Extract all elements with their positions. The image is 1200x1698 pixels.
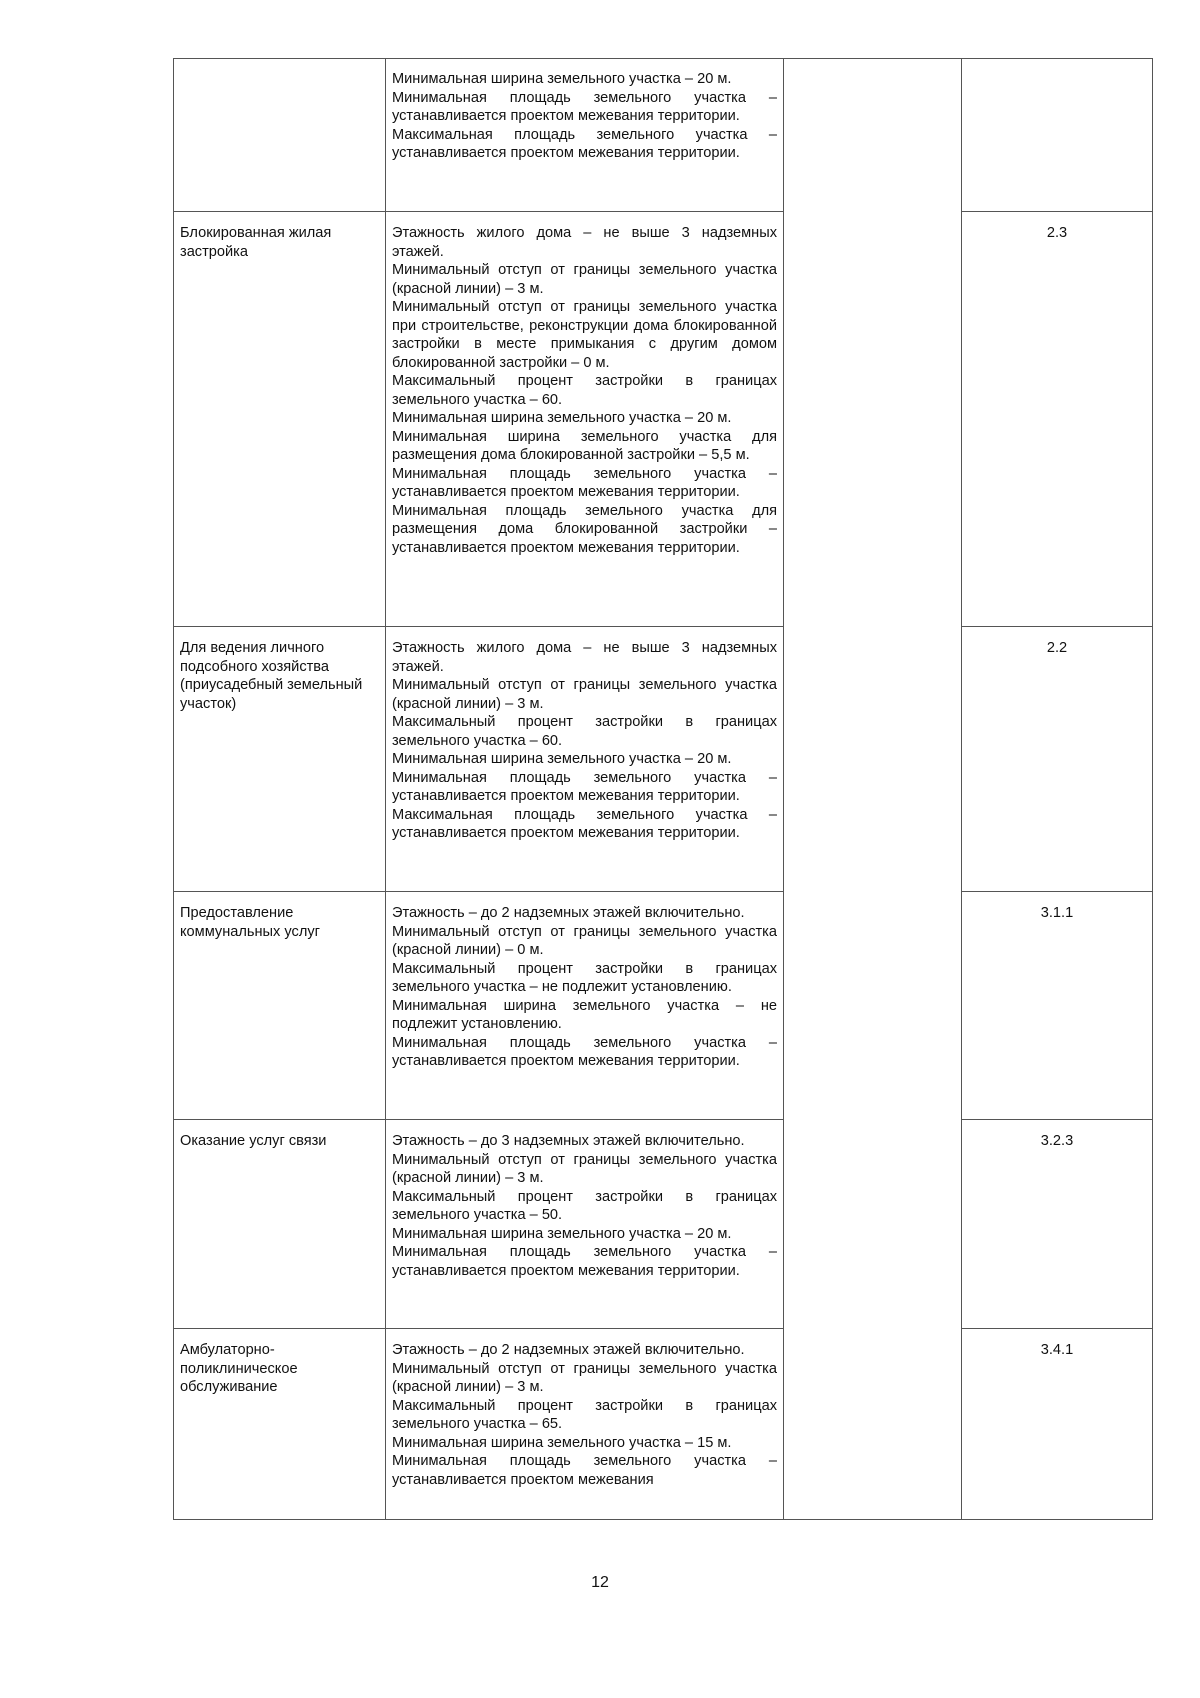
parameters-cell (386, 1329, 784, 1520)
parameter-text: Этажность – до 2 надземных этажей включительно. (392, 1342, 745, 1358)
blank-cell (784, 212, 962, 627)
code-cell: 2.3 (962, 212, 1153, 627)
parameter-text: Этажность жилого дома – не выше 3 надземных этажей. (392, 640, 777, 675)
parameter-text: Минимальная ширина земельного участка – 20 м. (392, 751, 732, 767)
table-row (174, 212, 1153, 627)
blank-cell (784, 1329, 962, 1520)
parameter-text: Этажность – до 3 надземных этажей включительно. (392, 1133, 745, 1149)
table-row (174, 1120, 1153, 1329)
parameter-text: Этажность – до 2 надземных этажей включительно. (392, 905, 745, 921)
parameter-text: Этажность жилого дома – не выше 3 надземных этажей. (392, 225, 777, 260)
code-cell: 3.4.1 (962, 1329, 1153, 1520)
parameters-cell (386, 59, 784, 212)
use-type-cell: Для ведения личного подсобного хозяйства (приусадебный земельный участок) (174, 627, 386, 892)
parameter-text: Минимальная площадь земельного участка – устанавливается проектом межевания территории. (392, 1244, 777, 1279)
parameter-text: Минимальная ширина земельного участка – 20 м. (392, 1225, 732, 1242)
parameter-text: Минимальная ширина земельного участка – 20 м. (392, 71, 732, 87)
blank-cell (784, 59, 962, 212)
parameter-text: Минимальная площадь земельного участка – устанавливается проектом межевания (392, 1453, 777, 1488)
table-row (174, 892, 1153, 1120)
parameter-text: Максимальный процент застройки в границах земельного участка – не подлежит установлению. (392, 960, 777, 995)
page-number: 12 (591, 1574, 609, 1591)
use-type-cell: Предоставление коммунальных услуг (174, 892, 386, 1120)
parameter-text: Минимальная площадь земельного участка – устанавливается проектом межевания территории. (392, 465, 777, 500)
parameter-text: Минимальный отступ от границы земельного участка (красной линии) – 0 м. (392, 923, 777, 958)
parameter-text: Минимальная ширина земельного участка для размещения дома блокированной застройки – 5,5 м. (392, 428, 777, 463)
code-cell: 3.2.3 (962, 1120, 1153, 1329)
parameter-text: Минимальный отступ от границы земельного участка (красной линии) – 3 м. (392, 1360, 777, 1395)
use-type-cell: Амбулаторно-поликлиническое обслуживание (174, 1329, 386, 1520)
parameter-text: Минимальный отступ от границы земельного участка (красной линии) – 3 м. (392, 677, 777, 712)
code-cell: 2.2 (962, 627, 1153, 892)
blank-cell (784, 892, 962, 1120)
parameter-text: Минимальная площадь земельного участка для размещения дома блокированной застройки – устанавливается проектом межевания территории. (392, 502, 777, 556)
use-type-cell: Блокированная жилая застройка (174, 212, 386, 627)
parameter-text: Минимальная площадь земельного участка – устанавливается проектом межевания территории. (392, 1034, 777, 1069)
use-type-cell (174, 59, 386, 212)
parameter-text: Максимальный процент застройки в границах земельного участка – 65. (392, 1397, 777, 1432)
parameter-text: Минимальный отступ от границы земельного участка (красной линии) – 3 м. (392, 262, 777, 297)
use-type-cell: Оказание услуг связи (174, 1120, 386, 1329)
parameter-text: Минимальная ширина земельного участка – 20 м. (392, 410, 732, 426)
blank-cell (784, 1120, 962, 1329)
table-row (174, 627, 1153, 892)
parameter-text: Минимальная ширина земельного участка – 15 м. (392, 1434, 732, 1451)
parameter-text: Максимальная площадь земельного участка – устанавливается проектом межевания территории. (392, 806, 777, 841)
land-use-table (173, 58, 1153, 1520)
blank-cell (784, 627, 962, 892)
code-cell: 3.1.1 (962, 892, 1153, 1120)
parameter-text: Максимальная площадь земельного участка – устанавливается проектом межевания территории. (392, 126, 777, 161)
parameter-text: Минимальный отступ от границы земельного участка (красной линии) – 3 м. (392, 1151, 777, 1186)
parameters-cell (386, 627, 784, 892)
parameter-text: Максимальный процент застройки в границах земельного участка – 50. (392, 1188, 777, 1223)
parameter-text: Максимальный процент застройки в границах земельного участка – 60. (392, 714, 777, 749)
parameter-text: Минимальная площадь земельного участка – устанавливается проектом межевания территории. (392, 769, 777, 804)
parameters-cell (386, 212, 784, 627)
code-cell (962, 59, 1153, 212)
parameter-text: Минимальный отступ от границы земельного участка при строительстве, реконструкции дома блокированной застройки в месте примыкания с другим домом блокированной застройки – 0 м. (392, 299, 777, 371)
parameters-cell (386, 892, 784, 1120)
table-row (174, 1329, 1153, 1520)
parameter-text: Максимальный процент застройки в границах земельного участка – 60. (392, 373, 777, 408)
table-row (174, 59, 1153, 212)
parameter-text: Минимальная ширина земельного участка – не подлежит установлению. (392, 997, 777, 1032)
parameter-text: Минимальная площадь земельного участка – устанавливается проектом межевания территории. (392, 89, 777, 124)
parameters-cell (386, 1120, 784, 1329)
